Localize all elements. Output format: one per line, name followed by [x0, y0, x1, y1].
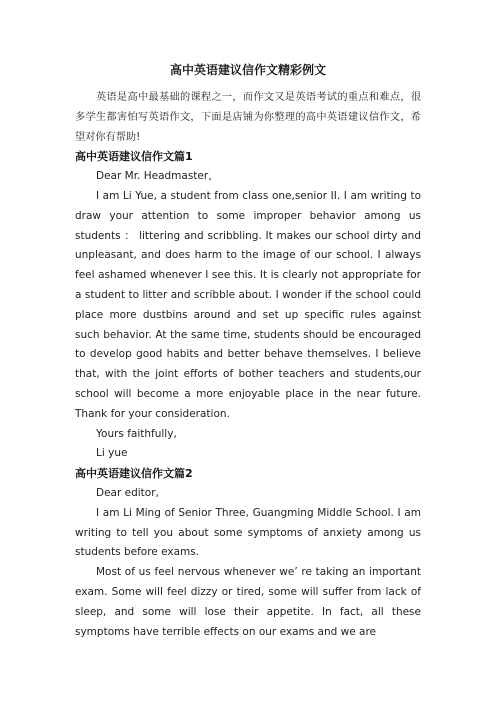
section-2-heading: 高中英语建议信作文篇2 [75, 467, 193, 481]
section-1-body: I am Li Yue, a student from class one,senior II. I am writing to draw your attention to some improper behavior among us students ： littering and scribbling. It makes our school dirty and unpleasant, and does harm to the image of our school. I always feel ashamed whenever I see this. It is clearly not appropriate for a student to litter and scribble about. I wonder if the school could place more dustbins around and set up specific rules against such behavior. At the same time, students should be encouraged to develop good habits and better behave themselves. I believe that, with the joint efforts of bother teachers and students,our school will become a more enjoyable place in the near future. Thank for your consideration. [75, 189, 421, 420]
section-1-greeting: Dear Mr. Headmaster， [96, 170, 219, 183]
section-2-greeting: Dear editor, [96, 486, 159, 499]
document-content [75, 62, 421, 642]
document-title: 高中英语建议信作文精彩例文 [169, 63, 326, 77]
section-1-heading: 高中英语建议信作文篇1 [75, 150, 193, 164]
section-2-body-continued: Most of us feel nervous whenever we’ re taking an important exam. Some will feel dizzy or tired, some will suffer from lack of sleep, and some will lose their appetite. In fact, all these symptoms have terrible effects on our exams and we are [75, 566, 421, 638]
section-1-signature: Li yue [96, 447, 128, 460]
intro-paragraph: 英语是高中最基础的课程之一，而作文又是英语考试的重点和难点，很多学生都害怕写英语作文，下面是店铺为你整理的高中英语建议信作文，希望对你有帮助! [75, 92, 421, 143]
section-2-body: I am Li Ming of Senior Three, Guangming Middle School. I am writing to tell you about some symptoms of anxiety among us students before exams. [75, 506, 421, 559]
section-1-closing: Yours faithfully, [96, 427, 177, 440]
